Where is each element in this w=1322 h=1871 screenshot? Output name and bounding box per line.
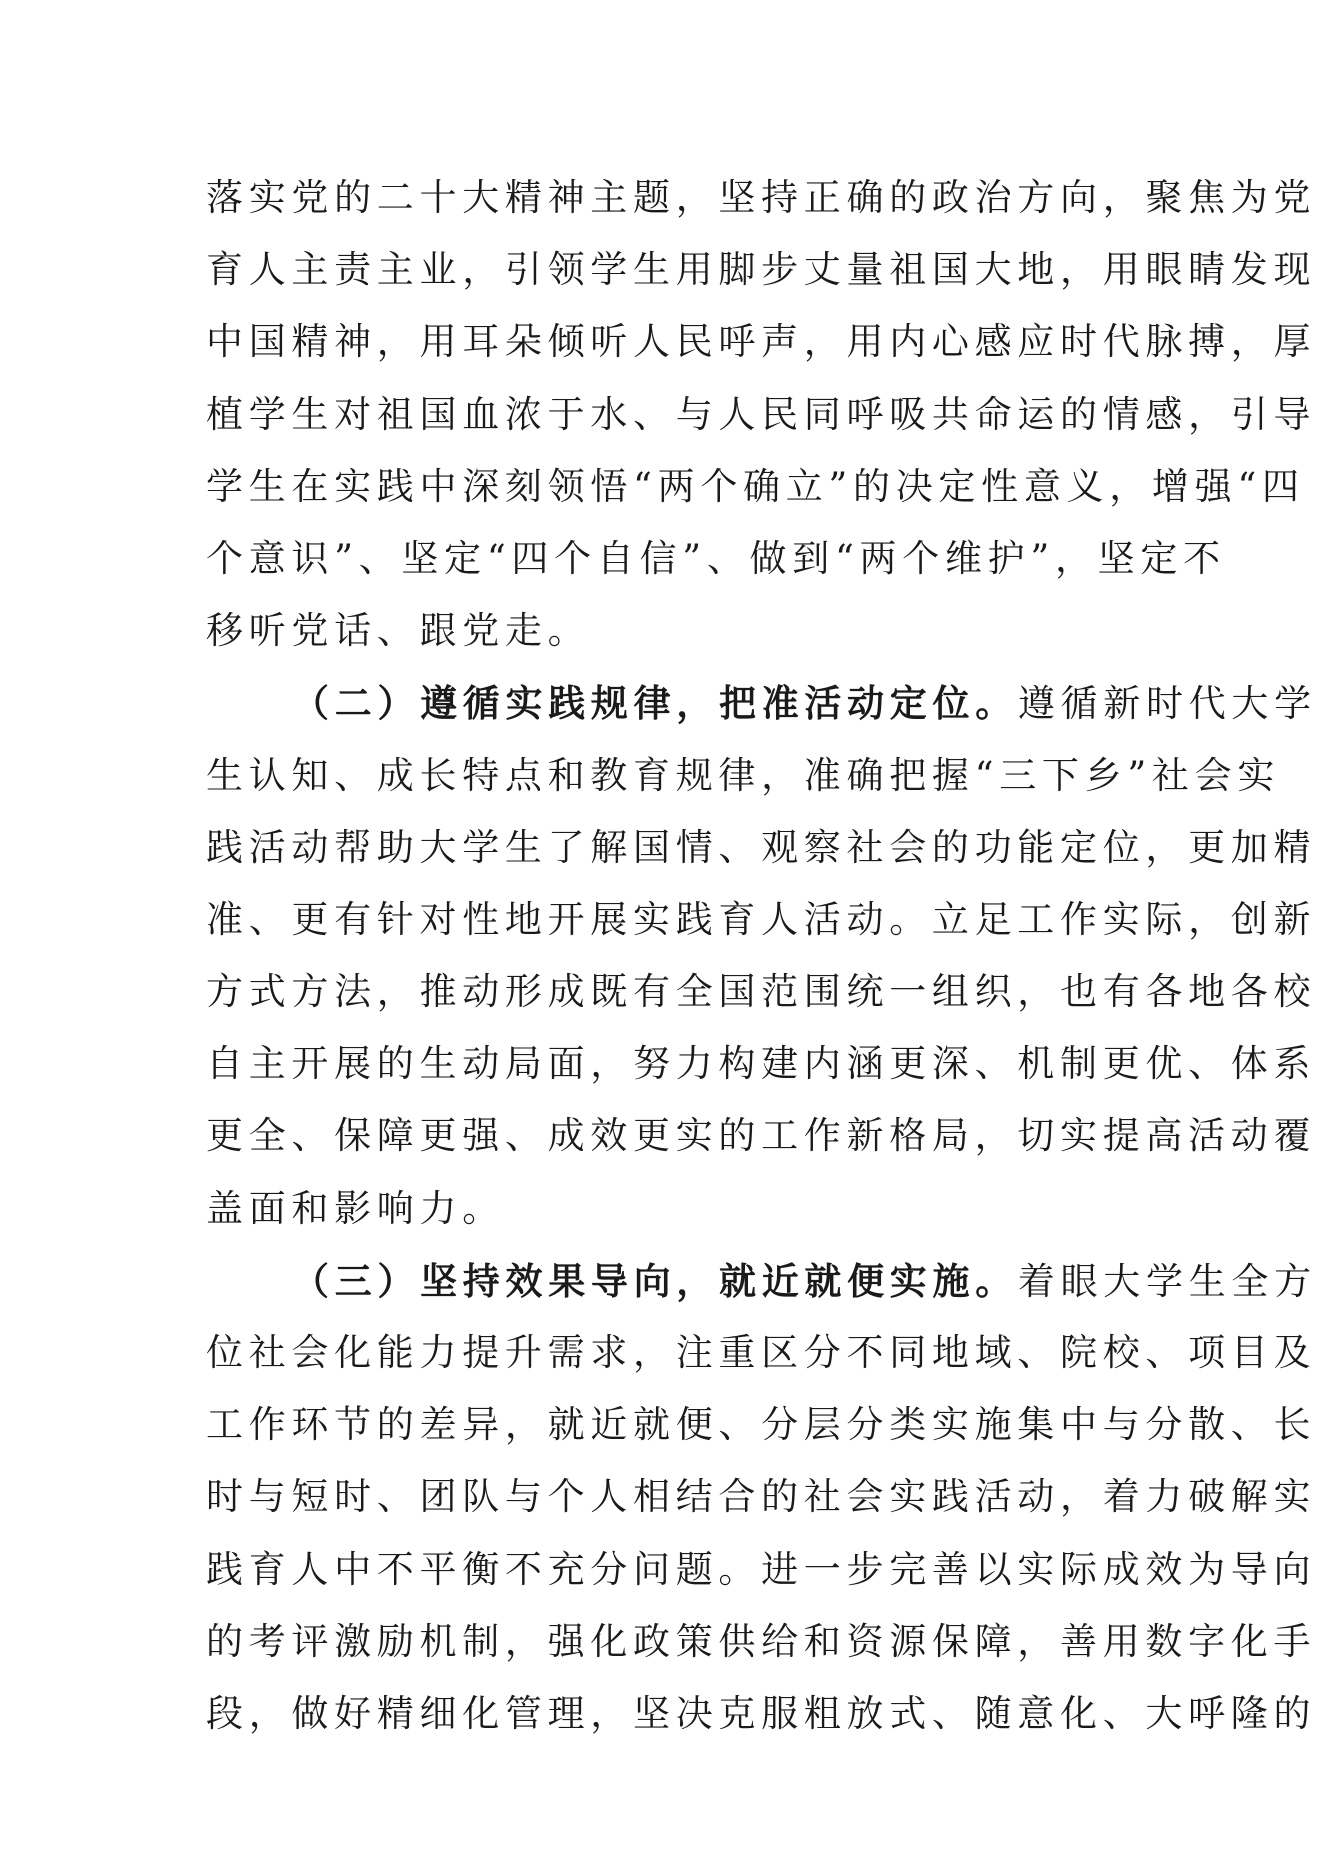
paragraph-2 (206, 667, 1317, 1245)
text-line: 段，做好精细化管理，坚决克服粗放式、随意化、大呼隆的 (206, 1691, 1317, 1735)
text-line: 生认知、成长特点和教育规律，准确把握“三下乡”社会实 (206, 753, 1281, 797)
text-line: 更全、保障更强、成效更实的工作新格局，切实提高活动覆 (206, 1114, 1317, 1158)
text-line: 落实党的二十大精神主题，坚持正确的政治方向，聚焦为党 (206, 176, 1317, 219)
text-line: 自主开展的生动局面，努力构建内涵更深、机制更优、体系 (206, 1042, 1317, 1086)
section-heading: （二）遵循实践规律，把准活动定位。 (292, 681, 1018, 726)
text-run: 遵循新时代大学 (1017, 682, 1317, 726)
text-line: 位社会化能力提升需求，注重区分不同地域、院校、项目及 (206, 1331, 1317, 1374)
text-line: 准、更有针对性地开展实践育人活动。立足工作实际，创新 (206, 897, 1317, 941)
text-line: 中国精神，用耳朵倾听人民呼声，用内心感应时代脉搏，厚 (206, 320, 1317, 364)
text-line: 植学生对祖国血浓于水、与人民同呼吸共命运的情感，引导 (206, 392, 1317, 436)
text-line: 方式方法，推动形成既有全国范围统一组织，也有各地各校 (206, 970, 1317, 1014)
text-line: 践育人中不平衡不充分问题。进一步完善以实际成效为导向 (206, 1547, 1317, 1591)
text-line: 时与短时、团队与个人相结合的社会实践活动，着力破解实 (206, 1475, 1317, 1519)
text-line: 工作环节的差异，就近就便、分层分类实施集中与分散、长 (206, 1403, 1317, 1447)
paragraph-first-line (206, 1245, 1317, 1317)
paragraph-1 (206, 162, 1317, 667)
document-body (206, 162, 1317, 1750)
text-line: 育人主责主业，引领学生用脚步丈量祖国大地，用眼睛发现 (206, 248, 1317, 292)
text-line: 移听党话、跟党走。 (206, 609, 591, 653)
text-line: 践活动帮助大学生了解国情、观察社会的功能定位，更加精 (206, 825, 1317, 869)
text-line: 的考评激励机制，强化政策供给和资源保障，善用数字化手 (206, 1619, 1317, 1663)
text-line: 盖面和影响力。 (206, 1186, 505, 1230)
paragraph-first-line (206, 667, 1317, 739)
text-line: 学生在实践中深刻领悟“两个确立”的决定性意义，增强“四 (206, 464, 1305, 508)
text-run: 着眼大学生全方 (1017, 1259, 1317, 1303)
section-heading: （三）坚持效果导向，就近就便实施。 (292, 1258, 1018, 1303)
text-line: 个意识”、坚定“四个自信”、做到“两个维护”，坚定不 (206, 536, 1226, 580)
paragraph-3 (206, 1245, 1317, 1750)
